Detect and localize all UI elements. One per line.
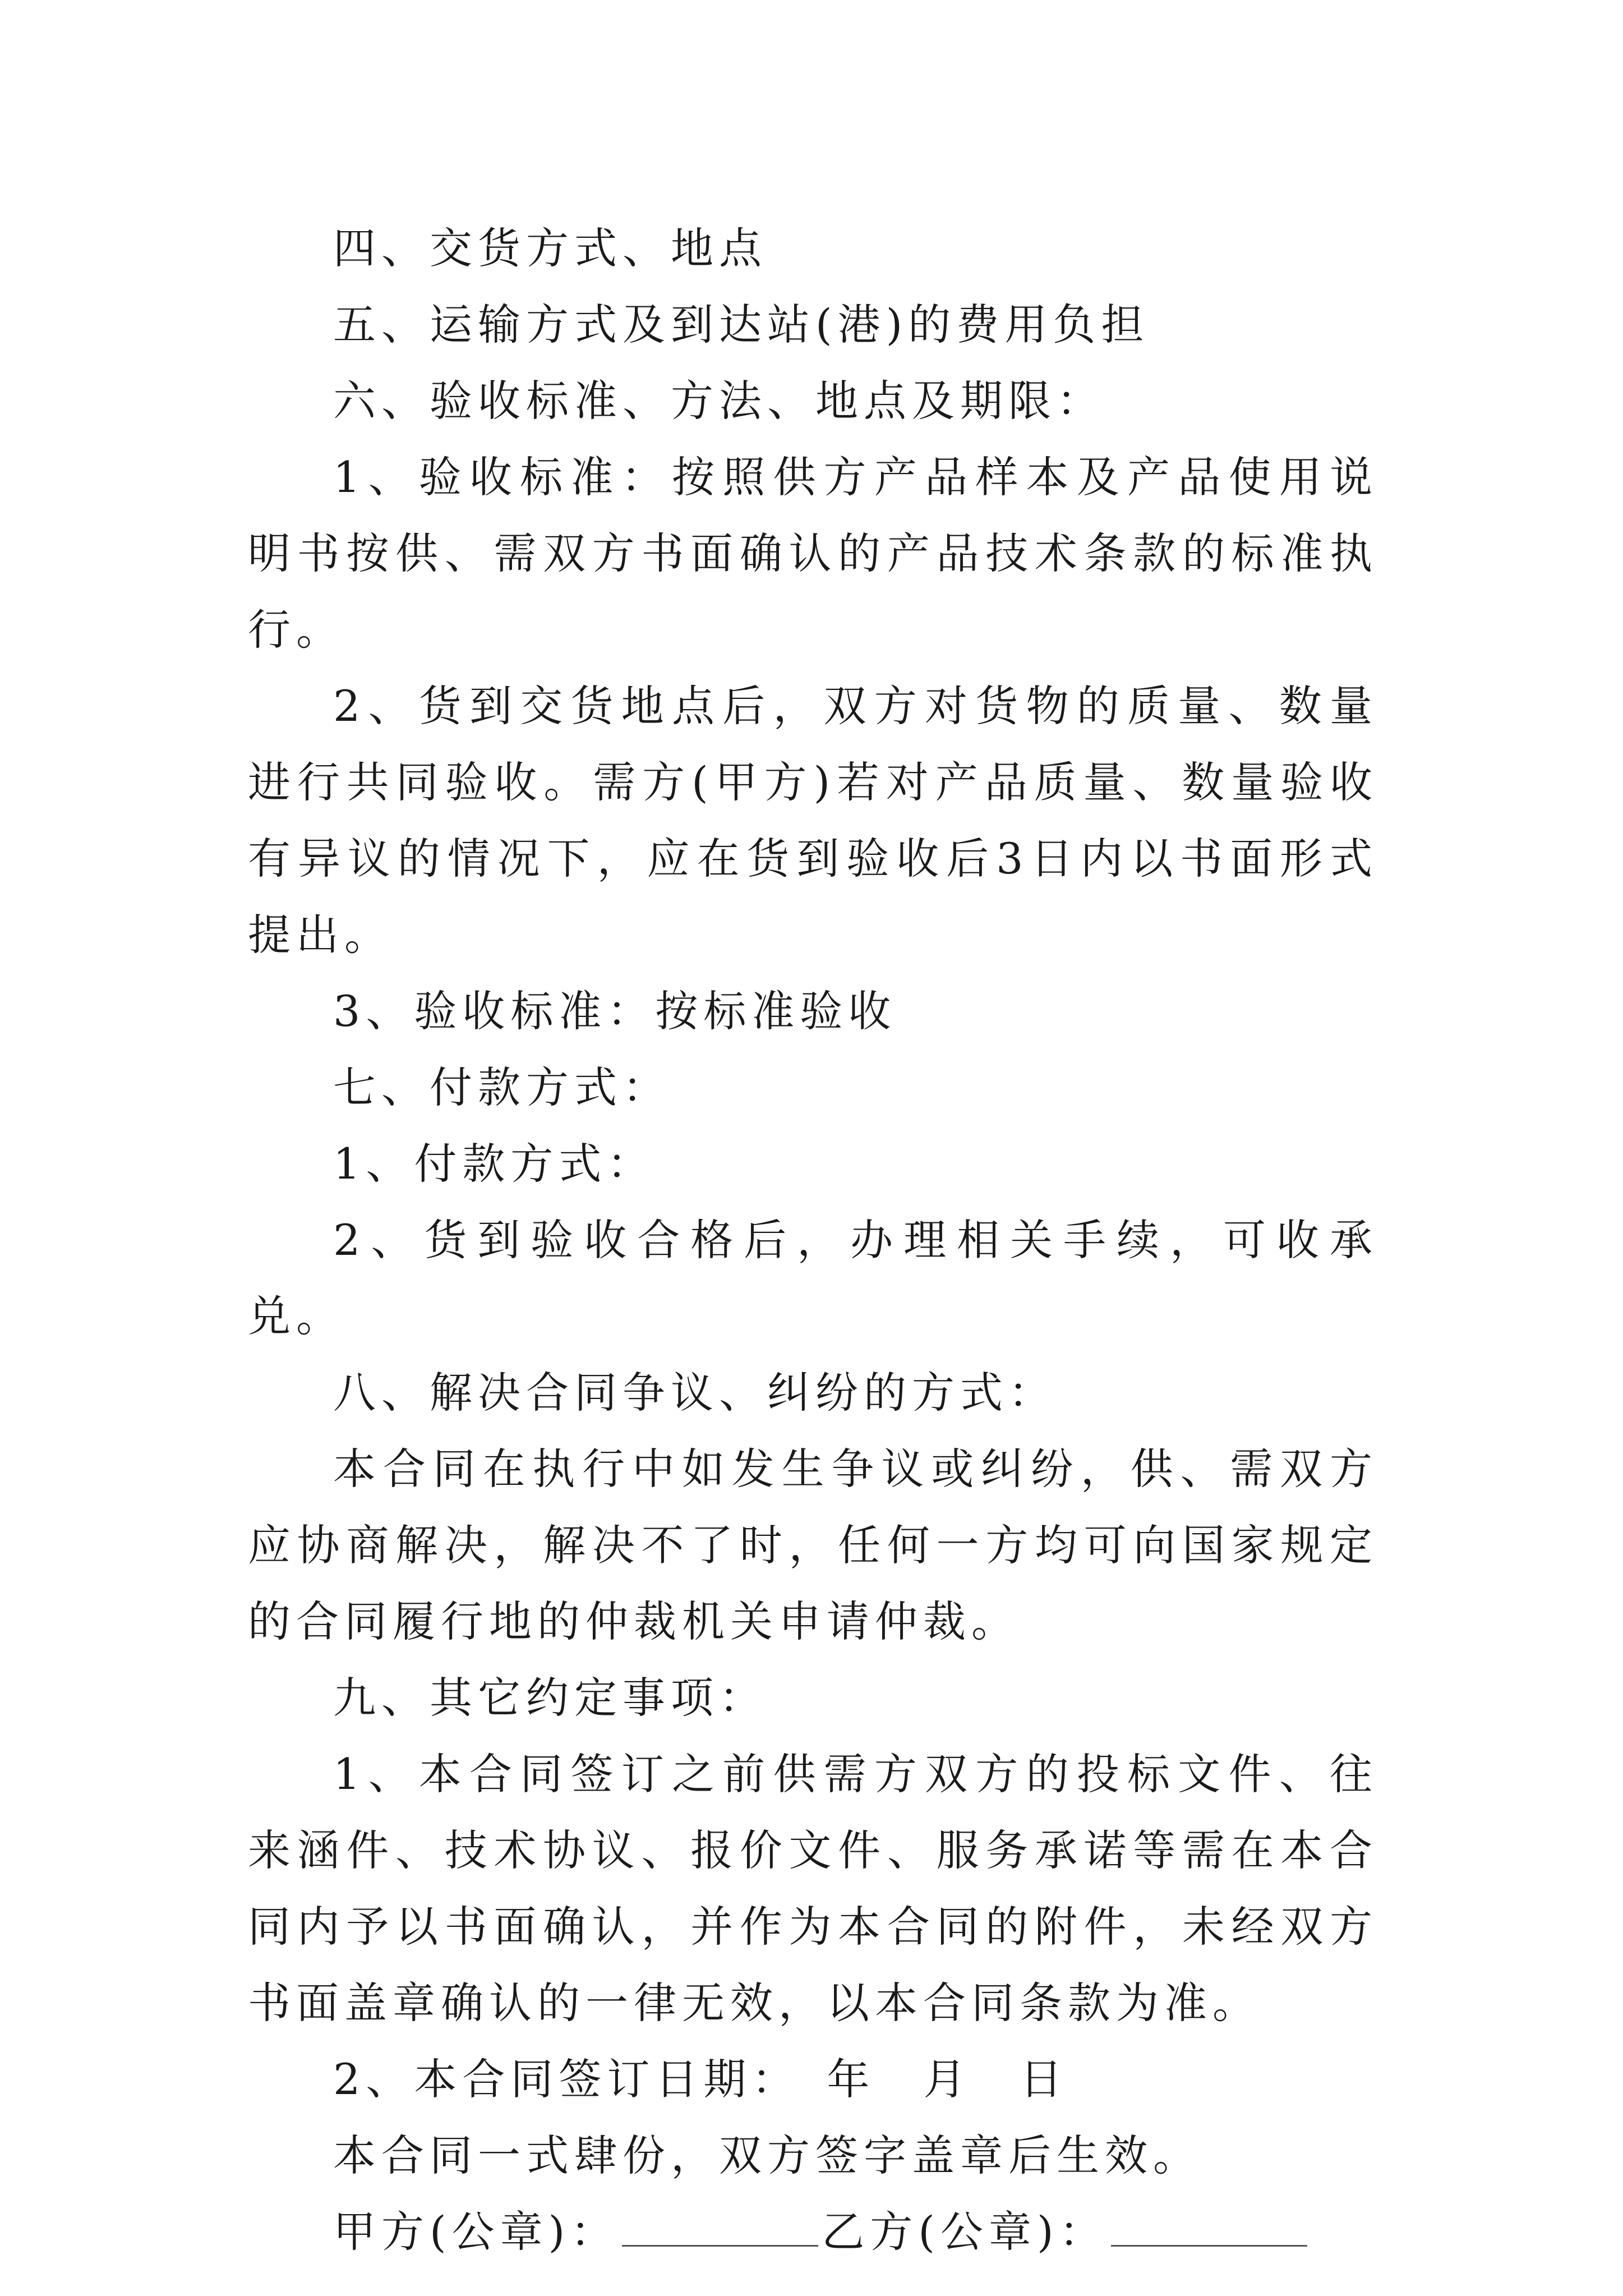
party-b-seal-blank <box>1111 2206 1307 2247</box>
section-delivery-heading: 四、交货方式、地点 <box>333 223 767 273</box>
section-transport-heading: 五、运输方式及到达站(港)的费用负担 <box>333 300 1150 349</box>
party-b-seal-label: 乙方(公章)： <box>822 2207 1108 2257</box>
other-clause-1: 1、本合同签订之前供需方双方的投标文件、往来涵件、技术协议、报价文件、服务承诺等需在本合同内予以书面确认，并作为本合同的附件，未经双方书面盖章确认的一律无效，以本合同条款为准。 <box>248 1749 1378 2028</box>
dispute-clause: 本合同在执行中如发生争议或纠纷，供、需双方应协商解决，解决不了时，任何一方均可向国家规定的合同履行地的仲裁机关申请仲裁。 <box>248 1444 1378 1646</box>
section-acceptance-heading: 六、验收标准、方法、地点及期限： <box>333 376 1105 426</box>
section-payment-heading: 七、付款方式： <box>333 1062 671 1112</box>
copies-clause: 本合同一式肆份，双方签字盖章后生效。 <box>333 2131 1201 2180</box>
section-dispute-heading: 八、解决合同争议、纠纷的方式： <box>333 1368 1057 1418</box>
payment-clause-2: 2、货到验收合格后，办理相关手续，可收承兑。 <box>248 1215 1378 1341</box>
acceptance-clause-1: 1、验收标准：按照供方产品样本及产品使用说明书按供、需双方书面确认的产品技术条款的标准执行。 <box>248 452 1378 655</box>
acceptance-clause-3: 3、验收标准：按标准验收 <box>333 986 897 1036</box>
document-body <box>248 210 1378 2270</box>
signature-line <box>248 2194 1378 2270</box>
other-clause-2-signing-date: 2、本合同签订日期： 年 月 日 <box>333 2054 1068 2104</box>
section-other-heading: 九、其它约定事项： <box>333 1673 767 1723</box>
payment-clause-1: 1、付款方式： <box>333 1139 656 1189</box>
acceptance-clause-2: 2、货到交货地点后，双方对货物的质量、数量进行共同验收。需方(甲方)若对产品质量、数量验收有异议的情况下，应在货到验收后3日内以书面形式提出。 <box>248 681 1378 960</box>
party-a-seal-label: 甲方(公章)： <box>333 2207 619 2257</box>
party-a-seal-blank <box>622 2206 818 2247</box>
